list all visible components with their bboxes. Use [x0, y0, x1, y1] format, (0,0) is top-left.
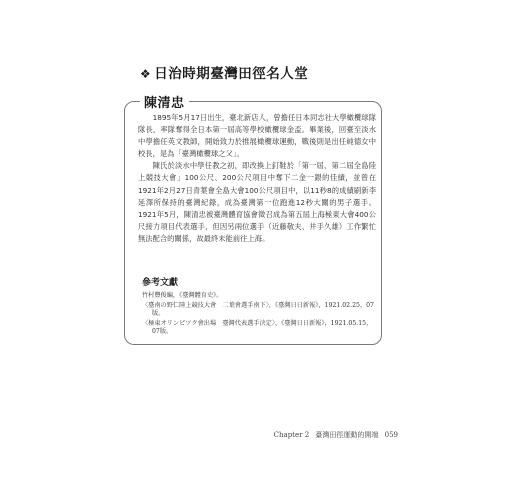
biography-paragraph: 陳氏於淡水中學任教之初，即改換上釘鞋於「第一屆、第二屆全島陸上競技大會」100公尺、200公尺項目中奪下二金一銀的佳績，並曾在1921年2月27日青葉會全島大會100公尺項目中，以11秒8的成績刷新李延澤所保持的臺灣紀錄，成為臺灣第一位跑進12秒大關的男子選手。1921年5月，陳清忠被臺灣體育協會徵召成為第五屆上海極東大會400公尺接力項目代表選手，但因另兩位選手（近藤敬夫、井手久雄）工作繁忙無法配合的關係，故最終未能前往上海。 — [138, 161, 376, 243]
section-title-text: 日治時期臺灣田徑名人堂 — [154, 66, 309, 82]
page-footer — [270, 430, 398, 440]
page-number: 059 — [384, 431, 398, 439]
chapter-label: Chapter 2 — [273, 431, 310, 439]
reference-item: 〈臺南の野仁陸上競技大會 二葉會選手南下〉，《臺灣日日新報》，1921.02.25，07版。 — [142, 301, 374, 318]
biography-paragraph: 1895年5月17日出生，臺北新店人，曾擔任日本同志社大學橄欖球隊隊長，率隊奪得全日本第一屆高等學校橄欖球金盃。畢業後，回臺至淡水中學擔任英文教師，開始致力於推展橄欖球運動，戰後則是出任純德女中校長，是為「臺灣橄欖球之父」。 — [138, 113, 376, 159]
biography-text — [138, 112, 376, 245]
reference-item: 〈極東オリンピツク會出場 臺灣代表選手決定〉，《臺灣日日新報》，1921.05.15，07版。 — [142, 319, 373, 336]
references-heading: 參考文獻 — [142, 278, 179, 288]
diamond-bullet-icon: ❖ — [140, 67, 152, 81]
chapter-title: 臺灣田徑運動的開端 — [315, 431, 379, 439]
profile-name: 陳清忠 — [140, 92, 189, 111]
section-title — [140, 62, 308, 82]
references-list — [142, 292, 380, 338]
reference-item: 竹村豐俊編，《臺灣體育史》。 — [142, 292, 223, 299]
